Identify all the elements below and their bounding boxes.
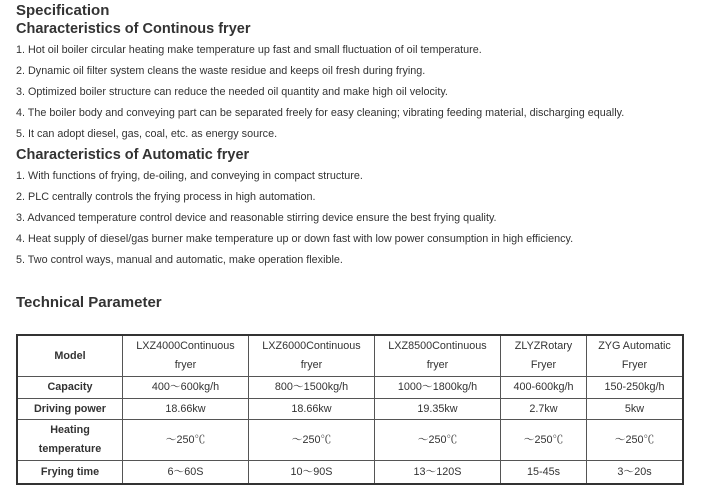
continuous-item-1: 1. Hot oil boiler circular heating make temperature up fast and small fluctuation of oil temperature. <box>16 44 482 56</box>
table-cell: 13～120S <box>375 461 501 485</box>
continuous-item-4: 4. The boiler body and conveying part can be separated freely for easy cleaning; vibrating feeding material, discharging equally. <box>16 107 625 119</box>
table-cell: 19.35kw <box>375 399 501 420</box>
table-cell: ～250℃ <box>501 420 587 461</box>
table-cell: 18.66kw <box>249 399 375 420</box>
table-row <box>17 461 683 485</box>
header-col-5: ZYG Automatic Fryer <box>587 335 684 377</box>
automatic-item-3: 3. Advanced temperature control device and reasonable stirring device ensure the best frying quality. <box>16 212 497 224</box>
automatic-heading: Characteristics of Automatic fryer <box>16 147 250 163</box>
automatic-item-4: 4. Heat supply of diesel/gas burner make temperature up or down fast with low power consumption in high efficiency. <box>16 233 574 245</box>
table-cell: 15-45s <box>501 461 587 485</box>
automatic-item-2: 2. PLC centrally controls the frying process in high automation. <box>16 191 316 203</box>
header-col-2: LXZ6000Continuous fryer <box>249 335 375 377</box>
header-model: Model <box>17 335 123 377</box>
continuous-item-2: 2. Dynamic oil filter system cleans the waste residue and keeps oil fresh during frying. <box>16 65 426 77</box>
table-cell: 150-250kg/h <box>587 377 684 399</box>
table-cell: 5kw <box>587 399 684 420</box>
table-cell: 2.7kw <box>501 399 587 420</box>
table-cell: 800～1500kg/h <box>249 377 375 399</box>
table-cell: 400～600kg/h <box>123 377 249 399</box>
table-header-row <box>17 335 683 377</box>
table-cell: 400-600kg/h <box>501 377 587 399</box>
automatic-item-1: 1. With functions of frying, de-oiling, and conveying in compact structure. <box>16 170 363 182</box>
table-cell: ～250℃ <box>249 420 375 461</box>
continuous-item-5: 5. It can adopt diesel, gas, coal, etc. as energy source. <box>16 128 278 140</box>
header-col-1: LXZ4000Continuous fryer <box>123 335 249 377</box>
continuous-heading: Characteristics of Continous fryer <box>16 21 251 37</box>
row-label-capacity: Capacity <box>17 377 123 399</box>
table-cell: 18.66kw <box>123 399 249 420</box>
technical-parameter-table <box>16 334 684 485</box>
table-cell: ～250℃ <box>123 420 249 461</box>
table-cell: 1000～1800kg/h <box>375 377 501 399</box>
table-cell: 10～90S <box>249 461 375 485</box>
table-cell: 3～20s <box>587 461 684 485</box>
table-cell: ～250℃ <box>587 420 684 461</box>
table-cell: ～250℃ <box>375 420 501 461</box>
automatic-item-5: 5. Two control ways, manual and automatic, make operation flexible. <box>16 254 343 266</box>
page-title: Specification <box>16 2 110 19</box>
table-row <box>17 420 683 461</box>
table-cell: 6～60S <box>123 461 249 485</box>
row-label-frying-time: Frying time <box>17 461 123 485</box>
technical-parameter-heading: Technical Parameter <box>16 294 162 311</box>
table-row <box>17 399 683 420</box>
row-label-driving-power: Driving power <box>17 399 123 420</box>
header-col-4: ZLYZRotary Fryer <box>501 335 587 377</box>
table-row <box>17 377 683 399</box>
header-col-3: LXZ8500Continuous fryer <box>375 335 501 377</box>
continuous-item-3: 3. Optimized boiler structure can reduce the needed oil quantity and make high oil velocity. <box>16 86 448 98</box>
row-label-heating-temperature: Heating temperature <box>17 420 123 461</box>
